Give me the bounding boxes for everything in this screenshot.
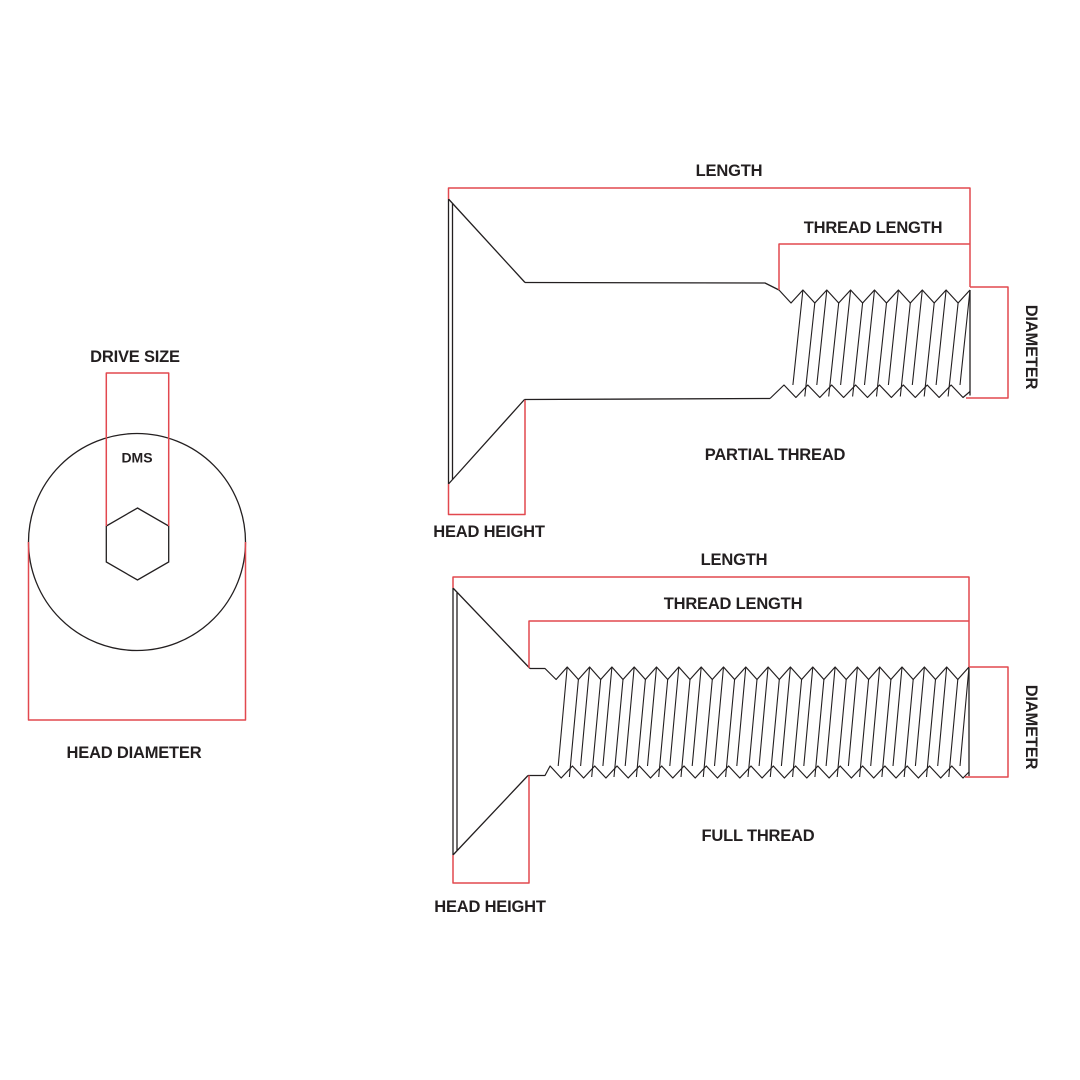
partial-diameter-label: DIAMETER — [1022, 304, 1041, 390]
full-screw-thread-crest-top — [530, 667, 969, 680]
hex-socket-outline — [106, 508, 168, 580]
full-length-label: LENGTH — [700, 550, 768, 569]
full-head-height-label: HEAD HEIGHT — [434, 897, 546, 916]
partial-head-height-dimension — [449, 400, 526, 515]
partial-length-label: LENGTH — [695, 161, 763, 180]
full-thread-length-label: THREAD LENGTH — [663, 594, 803, 613]
partial-length-dimension — [449, 188, 971, 287]
partial-thread-length-label: THREAD LENGTH — [803, 218, 943, 237]
partial-head-height-label: HEAD HEIGHT — [433, 522, 545, 541]
partial-screw-thread-crest-bottom — [770, 385, 970, 399]
head-outline-circle — [29, 434, 246, 651]
full-screw-thread-flanks — [558, 667, 969, 777]
partial-screw-thread-flanks — [793, 290, 970, 397]
full-length-dimension — [453, 577, 969, 667]
partial-screw-head-outline — [449, 199, 526, 484]
head-diameter-label: HEAD DIAMETER — [66, 743, 202, 762]
full-head-height-dimension — [453, 776, 529, 884]
drive-marking-label: DMS — [121, 449, 153, 466]
partial-thread-type-label: PARTIAL THREAD — [704, 445, 846, 464]
full-thread-length-dimension — [529, 621, 969, 668]
partial-diameter-dimension — [966, 287, 1008, 398]
partial-thread-length-dimension — [779, 244, 970, 290]
full-thread-type-label: FULL THREAD — [701, 826, 815, 845]
full-screw-head-outline — [453, 588, 530, 855]
partial-screw-shank-outline — [525, 283, 780, 400]
full-diameter-label: DIAMETER — [1022, 684, 1041, 770]
full-diameter-dimension — [965, 667, 1008, 777]
drive-size-label: DRIVE SIZE — [90, 347, 180, 366]
head-diameter-dimension — [29, 542, 246, 720]
